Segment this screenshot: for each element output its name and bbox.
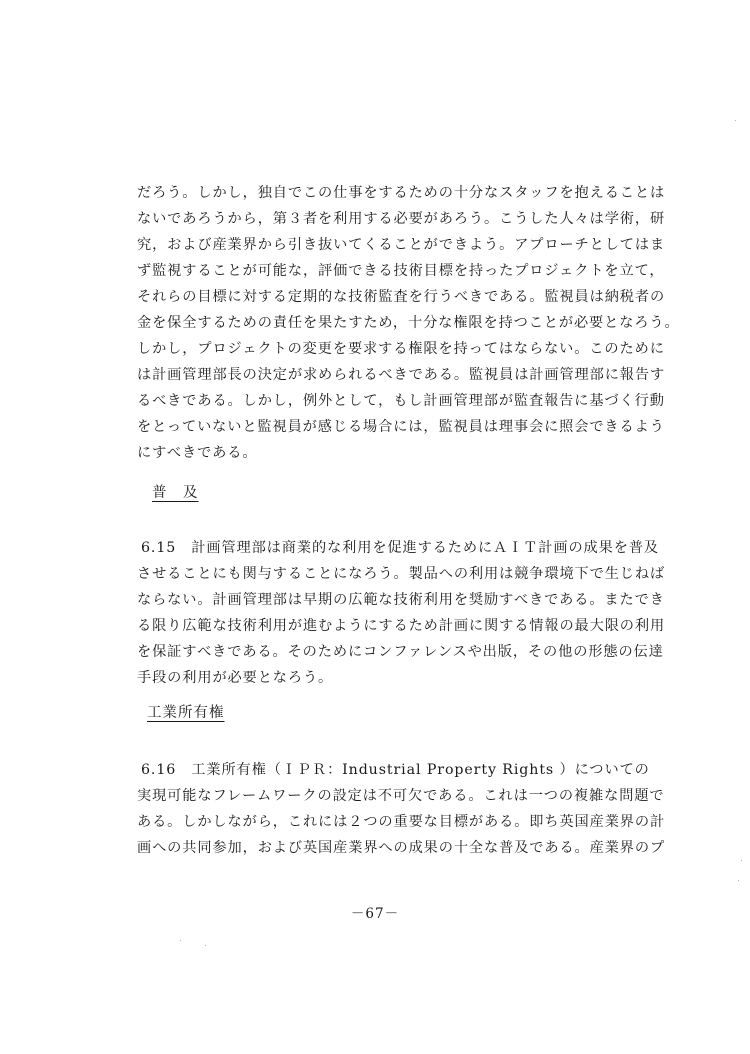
paragraph-line: るべきである。しかし，例外として，もし計画管理部が監査報告に基づく行動	[137, 393, 665, 409]
paragraph-line: ある。しかしながら，これには２つの重要な目標がある。即ち英国産業界の計	[137, 814, 666, 830]
paragraph-line: 6.16 工業所有権（ＩＰＲ：Industrial Property Rights ）についての	[141, 762, 650, 778]
scan-speck	[205, 945, 206, 946]
paragraph-line: 6.15 計画管理部は商業的な利用を促進するためにＡＩＴ計画の成果を普及	[141, 540, 659, 556]
scan-speck	[741, 860, 742, 861]
paragraph-line: をとっていないと監視員が感じる場合には，監視員は理事会に照会できるよう	[137, 419, 665, 435]
paragraph-line: 手段の利用が必要となろう。	[137, 670, 334, 686]
paragraph-line: それらの目標に対する定期的な技術監査を行うべきである。監視員は納税者の	[137, 289, 666, 305]
paragraph-line: 実現可能なフレームワークの設定は不可欠である。これは一つの複雑な問題で	[137, 788, 665, 804]
scan-speck	[180, 940, 181, 941]
paragraph-line: を保証すべきである。そのためにコンファレンスや出版，その他の形態の伝達	[137, 644, 664, 660]
paragraph-line: しかし，プロジェクトの変更を要求する権限を持ってはならない。このために	[137, 341, 665, 357]
paragraph-line: だろう。しかし，独自でこの仕事をするための十分なスタッフを抱えることは	[137, 185, 666, 201]
scan-speck	[735, 120, 736, 121]
paragraph-line: 究，および産業界から引き抜いてくることができよう。アプローチとしてはま	[137, 237, 666, 253]
paragraph-line: は計画管理部長の決定が求められるべきである。監視員は計画管理部に報告す	[137, 367, 666, 383]
paragraph-line: 金を保全するための責任を果たすため，十分な権限を持つことが必要となろう。	[137, 315, 680, 331]
page-number: －67－	[350, 906, 400, 922]
paragraph-line: ならない。計画管理部は早期の広範な技術利用を奨励すべきである。またでき	[137, 592, 665, 608]
section-heading-dissemination: 普 及	[152, 485, 199, 501]
section-heading-ipr: 工業所有権	[147, 705, 225, 721]
paragraph-line: 画への共同参加，および英国産業界への成果の十全な普及である。産業界のプ	[137, 840, 666, 856]
paragraph-line: る限り広範な技術利用が進むようにするため計画に関する情報の最大限の利用	[137, 618, 666, 634]
paragraph-line: にすべきである。	[137, 445, 258, 461]
scan-speck	[738, 880, 739, 881]
paragraph-line: ないであろうから，第３者を利用する必要があろう。こうした人々は学術，研	[137, 211, 666, 227]
paragraph-line: させることにも関与することになろう。製品への利用は競争環境下で生じねば	[137, 566, 666, 582]
paragraph-line: ず監視することが可能な，評価できる技術目標を持ったプロジェクトを立て，	[137, 263, 665, 279]
